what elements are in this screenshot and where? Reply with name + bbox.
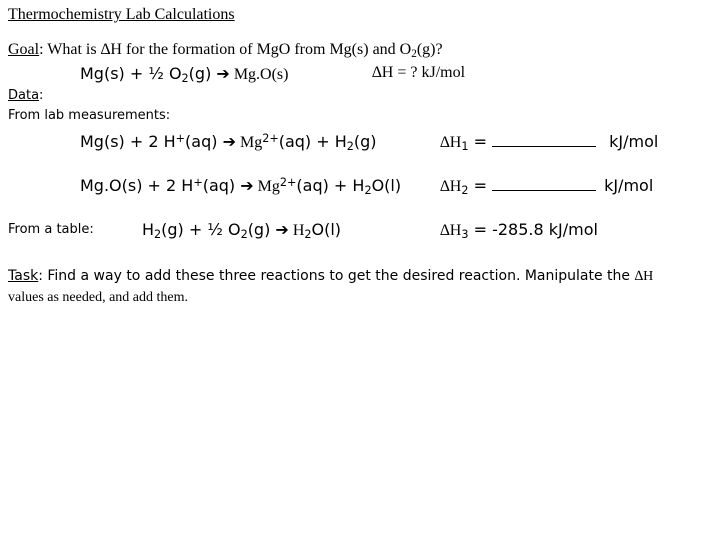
delta-symbol: ∆ (440, 134, 450, 151)
dh2-unit: kJ/mol (604, 176, 654, 195)
arrow-icon: ➔ (222, 134, 236, 151)
subscript: 2 (304, 227, 312, 241)
dh1-label: H (449, 134, 462, 151)
target-enthalpy (372, 64, 465, 82)
goal-line (8, 41, 443, 59)
superscript: + (175, 131, 186, 145)
target-product: Mg.O(s) (229, 66, 289, 83)
arrow-icon: ➔ (216, 66, 230, 83)
subscript: 1 (461, 139, 469, 153)
table-label: From a table: (8, 222, 94, 237)
reaction-2-lhs-end: (aq) (202, 176, 241, 195)
subscript: 2 (240, 227, 248, 241)
reaction-2-enthalpy (440, 176, 653, 196)
reaction-3-rhs-end: O(l) (311, 220, 342, 239)
delta-symbol: ∆ (100, 41, 111, 58)
data-heading (8, 88, 43, 103)
dh3-value: = -285.8 kJ/mol (468, 220, 598, 239)
task-paragraph (8, 266, 688, 308)
reaction-1-enthalpy (440, 132, 658, 152)
data-label: Data (8, 88, 40, 103)
delta-symbol: ∆ (634, 269, 644, 284)
reaction-3 (142, 220, 341, 240)
reaction-3-enthalpy (440, 220, 598, 240)
lab-measurements-label: From lab measurements: (8, 108, 171, 123)
page-title: Thermochemistry Lab Calculations (8, 6, 235, 23)
superscript: 2+ (262, 131, 279, 145)
reaction-1-lhs: Mg(s) + 2 H (80, 132, 176, 151)
reaction-3-lhs: H (142, 220, 155, 239)
subscript: 2 (346, 139, 354, 153)
reaction-2-rhs-mid: (aq) + H (296, 176, 365, 195)
subscript: 2 (461, 183, 469, 197)
subscript: 3 (461, 227, 469, 241)
subscript: 2 (181, 71, 189, 85)
superscript: + (193, 175, 203, 189)
delta-symbol: ∆ (440, 178, 450, 195)
subscript: 2 (154, 227, 162, 241)
subscript: 2 (411, 47, 417, 60)
dh2-equals: = (468, 176, 493, 195)
reaction-1-lhs-end: (aq) (185, 132, 223, 151)
target-reaction (80, 64, 288, 84)
task-text-start: : Find a way to add these three reactions to get the desired reaction. Manipulate the (38, 268, 635, 284)
goal-label: Goal (8, 41, 40, 58)
subscript: 2 (364, 183, 372, 197)
reaction-2-rhs-end: O(l) (371, 176, 402, 195)
dh2-blank-field[interactable] (492, 176, 596, 191)
reaction-3-lhs-mid: (g) + ½ O (161, 220, 241, 239)
task-text-end: H values as needed, and add them. (8, 269, 654, 305)
target-lhs: Mg(s) + ½ O (80, 64, 182, 83)
reaction-1-rhs-end: (g) (353, 132, 377, 151)
reaction-1-rhs-mid: (aq) + H (278, 132, 347, 151)
dh1-blank-field[interactable] (492, 132, 596, 147)
target-dh-text: H = ? kJ/mol (381, 64, 466, 81)
delta-symbol: ∆ (372, 64, 382, 81)
reaction-2 (80, 176, 401, 196)
goal-question-end: (g)? (416, 41, 443, 58)
arrow-icon: ➔ (240, 178, 254, 195)
target-lhs-end: (g) (188, 64, 217, 83)
goal-question-mid: H for the formation of MgO from Mg(s) and O (110, 41, 412, 58)
reaction-3-rhs: H (288, 222, 305, 239)
dh3-label: H (449, 222, 462, 239)
delta-symbol: ∆ (440, 222, 450, 239)
dh1-unit: kJ/mol (604, 132, 659, 151)
task-label: Task (8, 268, 39, 284)
dh2-label: H (449, 178, 462, 195)
dh1-equals: = (468, 132, 493, 151)
reaction-2-rhs: Mg (253, 178, 280, 195)
reaction-1 (80, 132, 377, 152)
reaction-1-rhs: Mg (235, 134, 263, 151)
superscript: 2+ (279, 175, 297, 189)
reaction-3-lhs-end: (g) (247, 220, 276, 239)
data-colon: : (39, 88, 44, 103)
arrow-icon: ➔ (275, 222, 289, 239)
goal-question-start: : What is (39, 41, 101, 58)
reaction-2-lhs: Mg.O(s) + 2 H (80, 176, 194, 195)
